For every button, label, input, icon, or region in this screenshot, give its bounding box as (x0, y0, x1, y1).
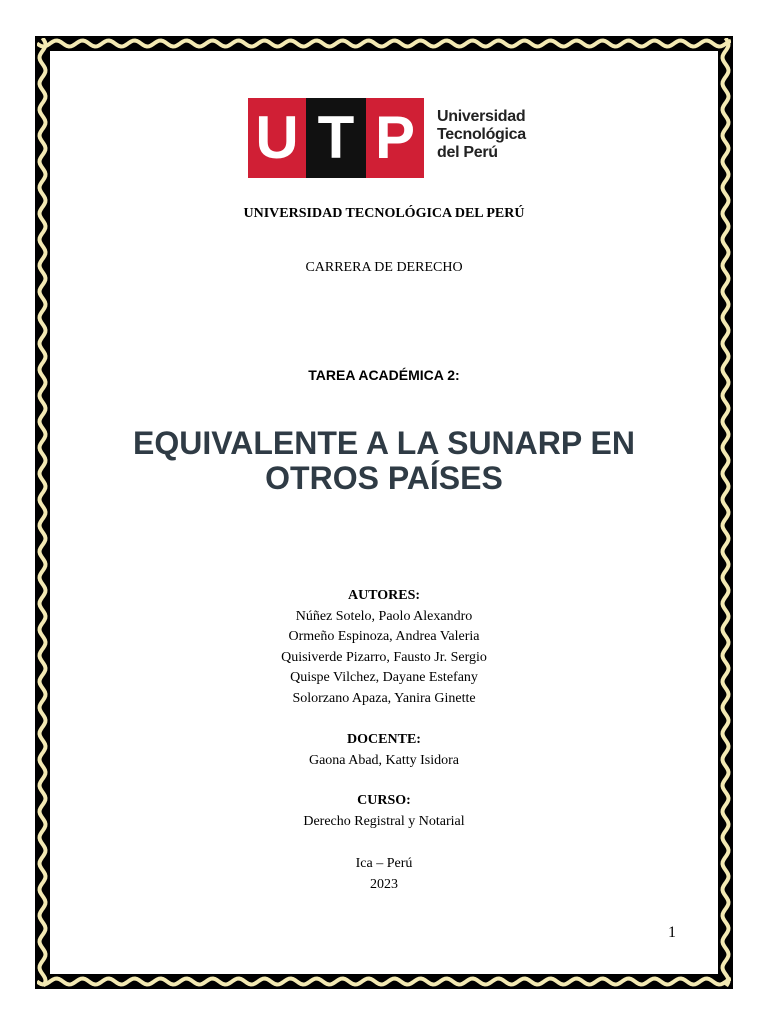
title-line: EQUIVALENTE A LA SUNARP EN (133, 425, 635, 461)
course-section (0, 791, 768, 832)
author-name: Solorzano Apaza, Yanira Ginette (292, 690, 476, 706)
year: 2023 (370, 876, 398, 892)
logo-letter-p: P (366, 98, 424, 178)
border-wave-line (37, 979, 731, 985)
teacher-label: DOCENTE: (347, 732, 421, 747)
logo-text-line: Universidad (437, 108, 526, 125)
career-name: CARRERA DE DERECHO (305, 260, 463, 275)
border-wave-line (723, 38, 729, 986)
logo-letter-t: T (306, 98, 366, 178)
title-line: OTROS PAÍSES (265, 460, 503, 496)
utp-logo (248, 98, 538, 178)
teacher-section (0, 730, 768, 771)
logo-wordmark (437, 108, 526, 162)
author-name: Quispe Vilchez, Dayane Estefany (290, 670, 478, 685)
assignment-label: TAREA ACADÉMICA 2: (308, 367, 460, 383)
authors-section (0, 586, 768, 709)
place-date-section (0, 854, 768, 895)
author-name: Ormeño Espinoza, Andrea Valeria (288, 629, 480, 644)
document-title (0, 426, 768, 496)
course-name: Derecho Registral y Notarial (303, 813, 465, 829)
author-name: Quisiverde Pizarro, Fausto Jr. Sergio (281, 649, 487, 665)
border-wave-line (37, 41, 731, 47)
page-border-inner (48, 49, 720, 976)
author-name: Núñez Sotelo, Paolo Alexandro (295, 608, 473, 624)
authors-label: AUTORES: (347, 588, 421, 603)
logo-letter-u: U (248, 98, 306, 178)
course-label: CURSO: (357, 793, 411, 808)
logo-text-line: Tecnológica (437, 126, 526, 143)
teacher-name: Gaona Abad, Katty Isidora (308, 752, 460, 768)
border-wave-line (40, 38, 46, 986)
university-name: UNIVERSIDAD TECNOLÓGICA DEL PERÚ (243, 206, 525, 221)
place: Ica – Perú (355, 856, 413, 871)
page-number: 1 (668, 924, 676, 941)
logo-text-line: del Perú (437, 144, 498, 161)
